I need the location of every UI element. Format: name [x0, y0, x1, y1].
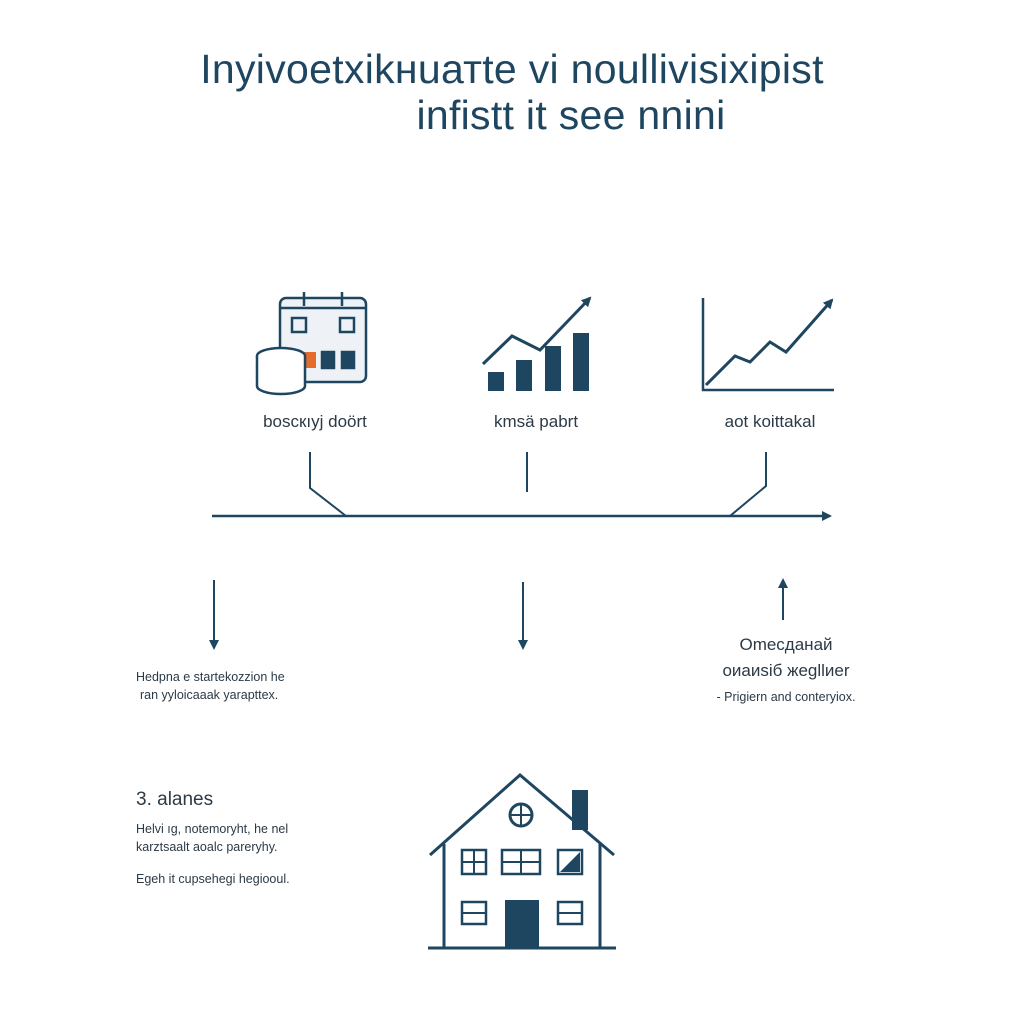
note-bottom-line-1: Helvi ıg, notemoryht, he nel: [136, 822, 289, 836]
note-right-line-1: Omecдaнaй: [739, 635, 833, 654]
page-title-line-1: Inyivoetxikнuатte vi noullivisixipist: [200, 46, 824, 92]
connector-lines: [310, 452, 766, 516]
house-icon: [428, 775, 616, 948]
note-left-line-1: Hedpna e startekozzion he: [136, 670, 285, 684]
note-bottom-line-3: Egeh it cupsehegi hegiooul.: [136, 872, 290, 886]
step-label-1: boscкıyj doört: [263, 412, 367, 431]
step-label-2: kmsä pabrt: [493, 412, 579, 431]
note-right-line-3: - Prigiern and conteryiox.: [716, 690, 856, 704]
note-bottom-line-2: karztsaalt aoalc pareryhy.: [136, 840, 278, 854]
calendar-coins-icon: [257, 292, 366, 394]
step-label-3: aot koittakal: [724, 412, 816, 431]
note-bottom: [136, 788, 396, 888]
note-right-line-2: oиaиsiб жegllиer: [722, 661, 850, 680]
page-title-line-2: infistt it see nnini: [416, 92, 726, 138]
note-left: [136, 668, 376, 704]
bar-chart-growth-icon: [483, 298, 590, 391]
note-right: [686, 632, 886, 706]
note-bottom-heading: 3. alanes: [136, 789, 214, 810]
note-left-line-2: ran yyloicaaak yarapttex.: [140, 688, 279, 702]
line-chart-growth-icon: [703, 298, 834, 390]
